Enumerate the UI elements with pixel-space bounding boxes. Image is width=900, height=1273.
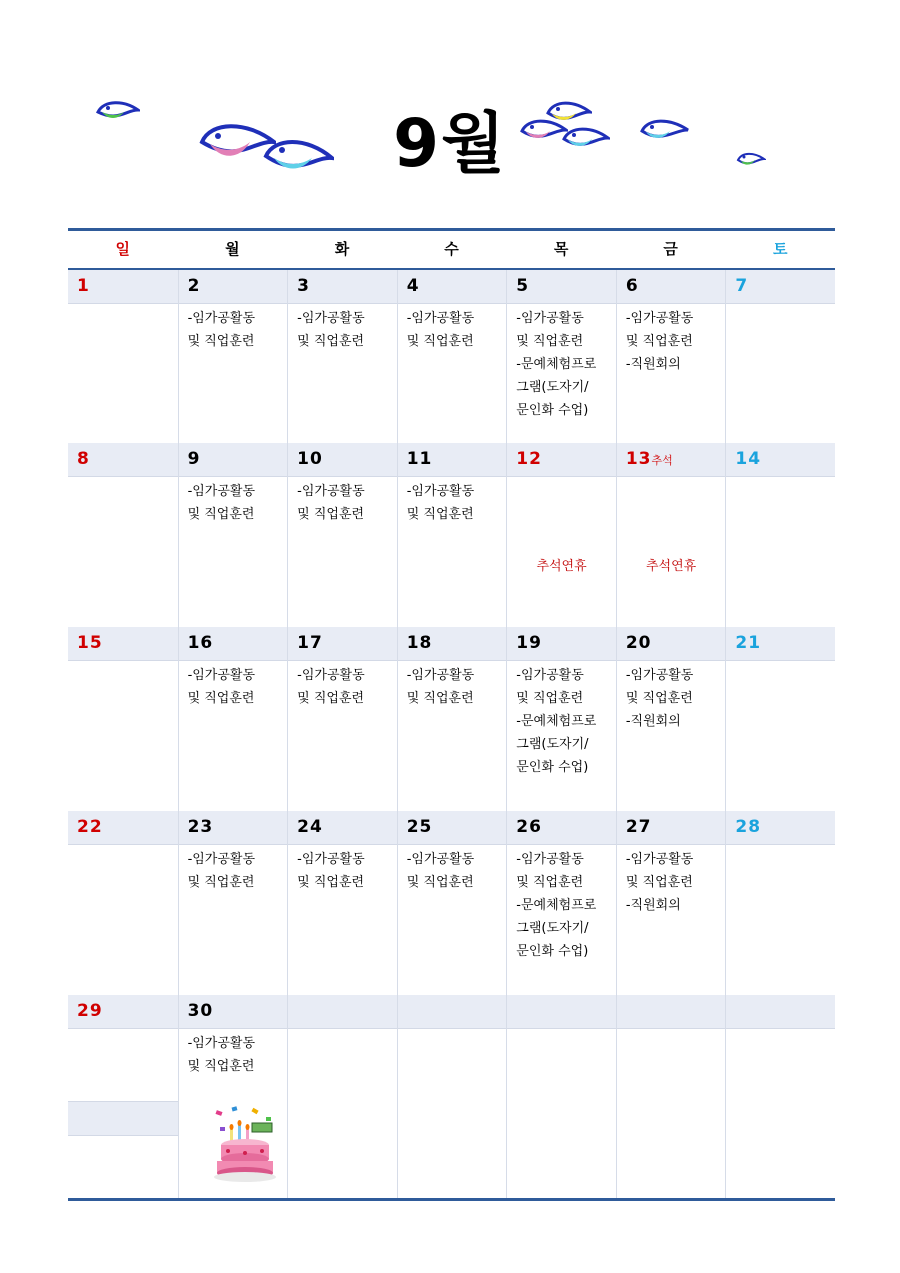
event-line: 문인화 수업) xyxy=(516,760,589,775)
day-cell xyxy=(725,270,835,443)
event-line: 그램(도자기/ xyxy=(516,737,589,752)
event-line: -문예체험프로 xyxy=(516,357,597,372)
weekday-thu: 목 xyxy=(553,240,569,258)
day-number-text: 12 xyxy=(516,449,542,469)
event-line: -직원회의 xyxy=(625,714,681,729)
day-events xyxy=(188,1032,255,1078)
day-number xyxy=(516,449,542,469)
day-cell xyxy=(178,270,288,443)
event-line: 및 직업훈련 xyxy=(187,334,255,349)
day-number-text: 28 xyxy=(735,817,762,837)
day-cell xyxy=(397,811,507,995)
day-number xyxy=(735,276,748,296)
day-number-text: 8 xyxy=(77,449,90,469)
holiday-label: 추석연휴 xyxy=(536,559,587,574)
event-line: -임가공활동 xyxy=(516,852,584,867)
bottom-rule xyxy=(68,1198,835,1201)
day-number-text: 14 xyxy=(735,449,762,469)
event-line: -임가공활동 xyxy=(406,484,475,499)
day-cell xyxy=(506,443,616,627)
day-number xyxy=(407,817,433,837)
day-cell xyxy=(68,995,178,1198)
day-cell xyxy=(725,627,835,811)
week-row xyxy=(68,627,835,811)
event-line: -임가공활동 xyxy=(187,484,256,499)
day-number-text: 22 xyxy=(77,817,103,837)
day-number xyxy=(188,817,214,837)
day-number-text: 23 xyxy=(187,817,214,837)
event-line: 문인화 수업) xyxy=(516,944,589,959)
holiday-note: 추석 xyxy=(651,454,673,467)
event-line: 그램(도자기/ xyxy=(516,921,589,936)
event-line: 및 직업훈련 xyxy=(516,875,584,890)
event-line: -임가공활동 xyxy=(297,668,365,683)
event-line: -임가공활동 xyxy=(187,311,256,326)
day-events xyxy=(297,480,364,526)
weekday-sun: 일 xyxy=(115,240,131,258)
day-cell xyxy=(287,627,397,811)
day-cell xyxy=(178,627,288,811)
day-number xyxy=(77,1001,103,1021)
day-number-text: 20 xyxy=(625,633,652,653)
day-number-text: 5 xyxy=(516,276,530,296)
event-line: -임가공활동 xyxy=(625,311,694,326)
day-number-text: 25 xyxy=(406,817,433,837)
day-number-text: 16 xyxy=(187,633,214,653)
event-line: -직원회의 xyxy=(625,357,681,372)
day-number-text: 27 xyxy=(625,817,652,837)
day-number-text: 6 xyxy=(625,276,639,296)
day-cell xyxy=(616,627,726,811)
day-number-text: 29 xyxy=(77,1001,103,1021)
day-number xyxy=(188,1001,214,1021)
day-number xyxy=(297,817,323,837)
day-events xyxy=(188,307,255,353)
event-line: -임가공활동 xyxy=(297,484,365,499)
birthday-cake-icon xyxy=(212,1105,278,1185)
event-line: 및 직업훈련 xyxy=(187,691,255,706)
event-line: 및 직업훈련 xyxy=(187,507,255,522)
event-line: -문예체험프로 xyxy=(516,714,597,729)
day-events xyxy=(188,664,255,710)
day-number-text: 30 xyxy=(187,1001,214,1021)
day-number xyxy=(77,449,90,469)
day-events xyxy=(188,480,255,526)
day-number-text: 10 xyxy=(297,449,323,469)
day-number xyxy=(188,633,214,653)
day-events xyxy=(407,307,474,353)
week-row xyxy=(68,811,835,995)
day-number-text: 15 xyxy=(77,633,103,653)
day-number-text: 4 xyxy=(406,276,420,296)
day-number xyxy=(626,633,652,653)
day-number xyxy=(735,449,761,469)
event-line: -임가공활동 xyxy=(297,311,365,326)
week-row xyxy=(68,270,835,443)
day-cell xyxy=(616,811,726,995)
event-line: 및 직업훈련 xyxy=(516,334,584,349)
event-line: 및 직업훈련 xyxy=(297,691,365,706)
day-cell xyxy=(506,627,616,811)
day-cell xyxy=(68,443,178,627)
day-number-text: 7 xyxy=(735,276,749,296)
day-events xyxy=(516,848,596,963)
holiday-label: 추석연휴 xyxy=(646,559,697,574)
day-number xyxy=(407,276,420,296)
day-cell xyxy=(397,270,507,443)
day-number-text: 9 xyxy=(187,449,201,469)
day-cell xyxy=(397,627,507,811)
day-number xyxy=(77,276,90,296)
day-number-text: 19 xyxy=(516,633,542,653)
day-number xyxy=(735,633,761,653)
event-line: -임가공활동 xyxy=(297,852,365,867)
day-number xyxy=(516,817,542,837)
weekday-sat: 토 xyxy=(773,240,788,258)
day-cell xyxy=(725,443,835,627)
event-line: -임가공활동 xyxy=(516,668,584,683)
day-events xyxy=(188,848,255,894)
event-line: 및 직업훈련 xyxy=(187,1059,255,1074)
day-number-text: 2 xyxy=(187,276,201,296)
day-number xyxy=(735,817,761,837)
day-number-text: 1 xyxy=(77,276,90,296)
empty-band xyxy=(68,1101,178,1136)
event-line: 및 직업훈련 xyxy=(406,875,474,890)
day-number xyxy=(407,633,433,653)
day-events xyxy=(297,307,364,353)
event-line: -문예체험프로 xyxy=(516,898,597,913)
weekday-header xyxy=(68,231,835,268)
day-number xyxy=(407,449,433,469)
day-cell xyxy=(616,443,726,627)
day-cell xyxy=(397,995,507,1198)
event-line: -임가공활동 xyxy=(625,668,694,683)
day-number-text: 21 xyxy=(735,633,762,653)
event-line: 및 직업훈련 xyxy=(625,334,693,349)
day-number-text: 26 xyxy=(516,817,542,837)
day-number xyxy=(626,817,652,837)
event-line: 및 직업훈련 xyxy=(297,334,365,349)
day-number-text: 11 xyxy=(406,449,433,469)
day-number xyxy=(297,633,323,653)
day-cell xyxy=(616,995,726,1198)
day-cell xyxy=(68,270,178,443)
day-number xyxy=(77,633,103,653)
weekday-fri: 금 xyxy=(663,240,678,258)
day-cell xyxy=(397,443,507,627)
day-events xyxy=(297,664,364,710)
event-line: 및 직업훈련 xyxy=(625,875,693,890)
page-title: 9월 xyxy=(393,105,507,182)
event-line: 및 직업훈련 xyxy=(297,507,365,522)
day-events xyxy=(407,480,474,526)
day-events xyxy=(626,848,693,917)
event-line: 및 직업훈련 xyxy=(625,691,693,706)
day-number xyxy=(516,276,529,296)
weekday-mon: 월 xyxy=(225,240,240,258)
event-line: 및 직업훈련 xyxy=(297,875,365,890)
event-line: 및 직업훈련 xyxy=(187,875,255,890)
day-events xyxy=(516,664,596,779)
day-number xyxy=(188,449,201,469)
day-number-text: 18 xyxy=(406,633,433,653)
day-cell xyxy=(178,811,288,995)
day-cell xyxy=(725,811,835,995)
day-cell xyxy=(68,627,178,811)
day-events xyxy=(516,307,596,422)
day-cell xyxy=(287,811,397,995)
event-line: 및 직업훈련 xyxy=(406,507,474,522)
event-line: -임가공활동 xyxy=(406,311,475,326)
day-cell xyxy=(616,270,726,443)
week-row xyxy=(68,995,835,1198)
event-line: 그램(도자기/ xyxy=(516,380,589,395)
day-number xyxy=(626,276,639,296)
day-events xyxy=(407,848,474,894)
event-line: -임가공활동 xyxy=(187,852,256,867)
event-line: 및 직업훈련 xyxy=(516,691,584,706)
event-line: -임가공활동 xyxy=(187,1036,256,1051)
day-events xyxy=(626,307,693,376)
day-number xyxy=(297,276,310,296)
day-number-text: 3 xyxy=(297,276,310,296)
event-line: -임가공활동 xyxy=(625,852,694,867)
week-row xyxy=(68,443,835,627)
day-number-text: 24 xyxy=(297,817,323,837)
event-line: -직원회의 xyxy=(625,898,681,913)
day-events xyxy=(407,664,474,710)
day-events xyxy=(626,664,693,733)
event-line: -임가공활동 xyxy=(406,852,475,867)
day-number xyxy=(626,449,673,469)
day-cell xyxy=(725,995,835,1198)
day-cell xyxy=(506,811,616,995)
day-number-text: 17 xyxy=(297,633,323,653)
day-number xyxy=(188,276,201,296)
day-number xyxy=(516,633,542,653)
event-line: 문인화 수업) xyxy=(516,403,589,418)
event-line: 및 직업훈련 xyxy=(406,691,474,706)
day-events xyxy=(297,848,364,894)
event-line: -임가공활동 xyxy=(406,668,475,683)
day-number xyxy=(297,449,323,469)
day-cell xyxy=(68,811,178,995)
event-line: -임가공활동 xyxy=(516,311,584,326)
day-number xyxy=(77,817,103,837)
day-cell xyxy=(287,270,397,443)
day-cell xyxy=(287,995,397,1198)
day-cell xyxy=(178,443,288,627)
weekday-wed: 수 xyxy=(444,240,459,258)
event-line: -임가공활동 xyxy=(187,668,256,683)
event-line: 및 직업훈련 xyxy=(406,334,474,349)
weekday-tue: 화 xyxy=(334,240,350,258)
day-cell xyxy=(506,270,616,443)
day-number-text: 13 xyxy=(625,449,652,469)
day-cell xyxy=(506,995,616,1198)
day-cell xyxy=(287,443,397,627)
